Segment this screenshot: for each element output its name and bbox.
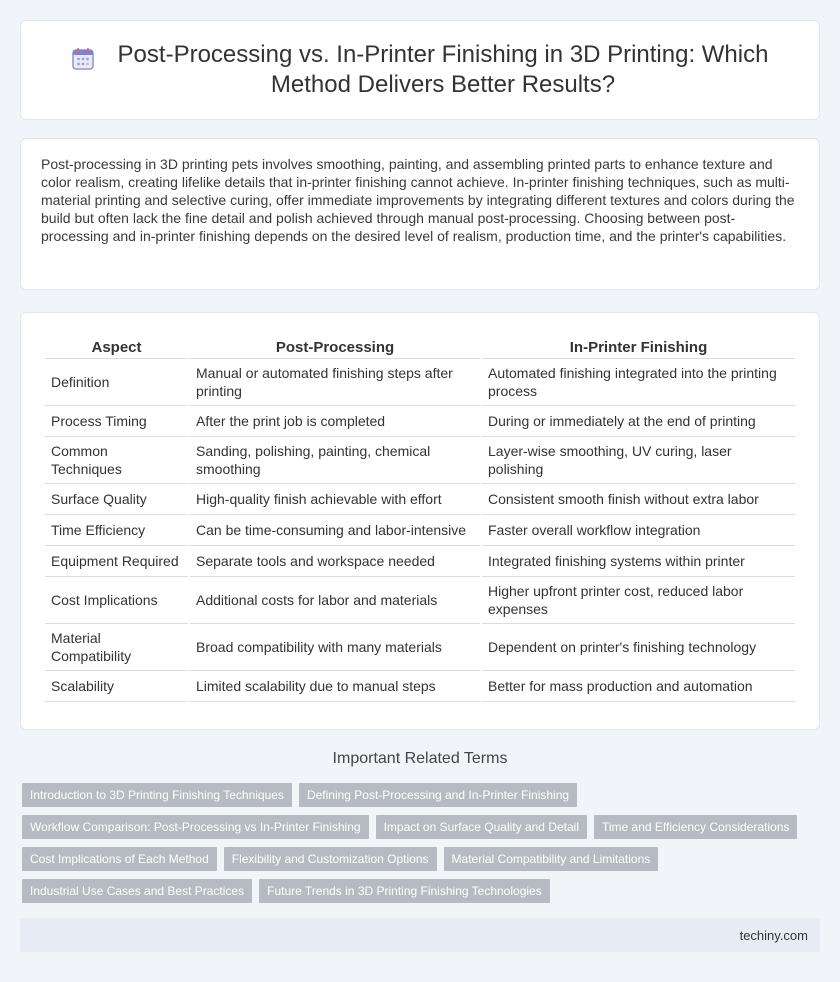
- table-row: [45, 406, 795, 437]
- table-cell: Layer-wise smoothing, UV curing, laser polishing: [482, 437, 795, 484]
- table-cell: Time Efficiency: [45, 515, 188, 546]
- table-header-row: [45, 333, 795, 359]
- table-cell: High-quality finish achievable with effort: [190, 484, 480, 515]
- term-tag[interactable]: Flexibility and Customization Options: [224, 847, 437, 871]
- table-cell: Separate tools and workspace needed: [190, 546, 480, 577]
- table-cell: Common Techniques: [45, 437, 188, 484]
- table-cell: Material Compatibility: [45, 624, 188, 671]
- table-cell: Process Timing: [45, 406, 188, 437]
- page-title: Post-Processing vs. In-Printer Finishing in 3D Printing: Which Method Delivers Better Results?: [117, 41, 769, 98]
- intro-card: [20, 138, 820, 290]
- term-tag[interactable]: Time and Efficiency Considerations: [594, 815, 797, 839]
- table-cell: Integrated finishing systems within printer: [482, 546, 795, 577]
- table-row: [45, 359, 795, 406]
- term-tag[interactable]: Workflow Comparison: Post-Processing vs In-Printer Finishing: [22, 815, 369, 839]
- table-row: [45, 624, 795, 671]
- table-cell: Scalability: [45, 671, 188, 702]
- table-cell: Faster overall workflow integration: [482, 515, 795, 546]
- term-tag[interactable]: Cost Implications of Each Method: [22, 847, 217, 871]
- table-row: [45, 671, 795, 702]
- table-row: [45, 577, 795, 624]
- table-cell: After the print job is completed: [190, 406, 480, 437]
- table-row: [45, 437, 795, 484]
- table-row: [45, 515, 795, 546]
- table-cell: Automated finishing integrated into the printing process: [482, 359, 795, 406]
- term-tag[interactable]: Industrial Use Cases and Best Practices: [22, 879, 252, 903]
- calendar-icon: [70, 46, 96, 72]
- table-cell: Surface Quality: [45, 484, 188, 515]
- table-cell: Consistent smooth finish without extra labor: [482, 484, 795, 515]
- table-cell: Dependent on printer's finishing technology: [482, 624, 795, 671]
- table-row: [45, 546, 795, 577]
- table-cell: Sanding, polishing, painting, chemical smoothing: [190, 437, 480, 484]
- header-card: [20, 20, 820, 120]
- table-cell: Cost Implications: [45, 577, 188, 624]
- table-cell: Limited scalability due to manual steps: [190, 671, 480, 702]
- term-tag[interactable]: Defining Post-Processing and In-Printer Finishing: [299, 783, 577, 807]
- table-cell: Broad compatibility with many materials: [190, 624, 480, 671]
- comparison-table: [43, 333, 797, 702]
- header-in-printer-finishing: In-Printer Finishing: [482, 333, 795, 359]
- table-cell: During or immediately at the end of printing: [482, 406, 795, 437]
- table-cell: Can be time-consuming and labor-intensive: [190, 515, 480, 546]
- table-cell: Higher upfront printer cost, reduced labor expenses: [482, 577, 795, 624]
- comparison-table-card: [20, 312, 820, 730]
- term-tag[interactable]: Future Trends in 3D Printing Finishing Technologies: [259, 879, 550, 903]
- table-cell: Better for mass production and automation: [482, 671, 795, 702]
- term-tag[interactable]: Material Compatibility and Limitations: [444, 847, 659, 871]
- related-terms: [22, 783, 822, 911]
- table-cell: Equipment Required: [45, 546, 188, 577]
- table-row: [45, 484, 795, 515]
- footer: [20, 918, 820, 952]
- table-cell: Additional costs for labor and materials: [190, 577, 480, 624]
- term-tag[interactable]: Introduction to 3D Printing Finishing Techniques: [22, 783, 292, 807]
- term-tag[interactable]: Impact on Surface Quality and Detail: [376, 815, 587, 839]
- header-aspect: Aspect: [45, 333, 188, 359]
- table-cell: Definition: [45, 359, 188, 406]
- related-terms-title: Important Related Terms: [332, 750, 508, 767]
- header-post-processing: Post-Processing: [190, 333, 480, 359]
- intro-paragraph: Post-processing in 3D printing pets involves smoothing, painting, and assembling printed parts to enhance texture and color realism, creating lifelike details that in-printer finishing cannot achieve. In-printer finishing techniques, such as multi-material printing and selective curing, offer immediate improvements by integrating different textures and colors during the build but often lack the fine detail and polish achieved through manual post-processing. Choosing between post-processing and in-printer finishing depends on the desired level of realism, production time, and the printer's capabilities.: [41, 156, 795, 244]
- table-cell: Manual or automated finishing steps after printing: [190, 359, 480, 406]
- footer-site-link[interactable]: techiny.com: [739, 927, 808, 943]
